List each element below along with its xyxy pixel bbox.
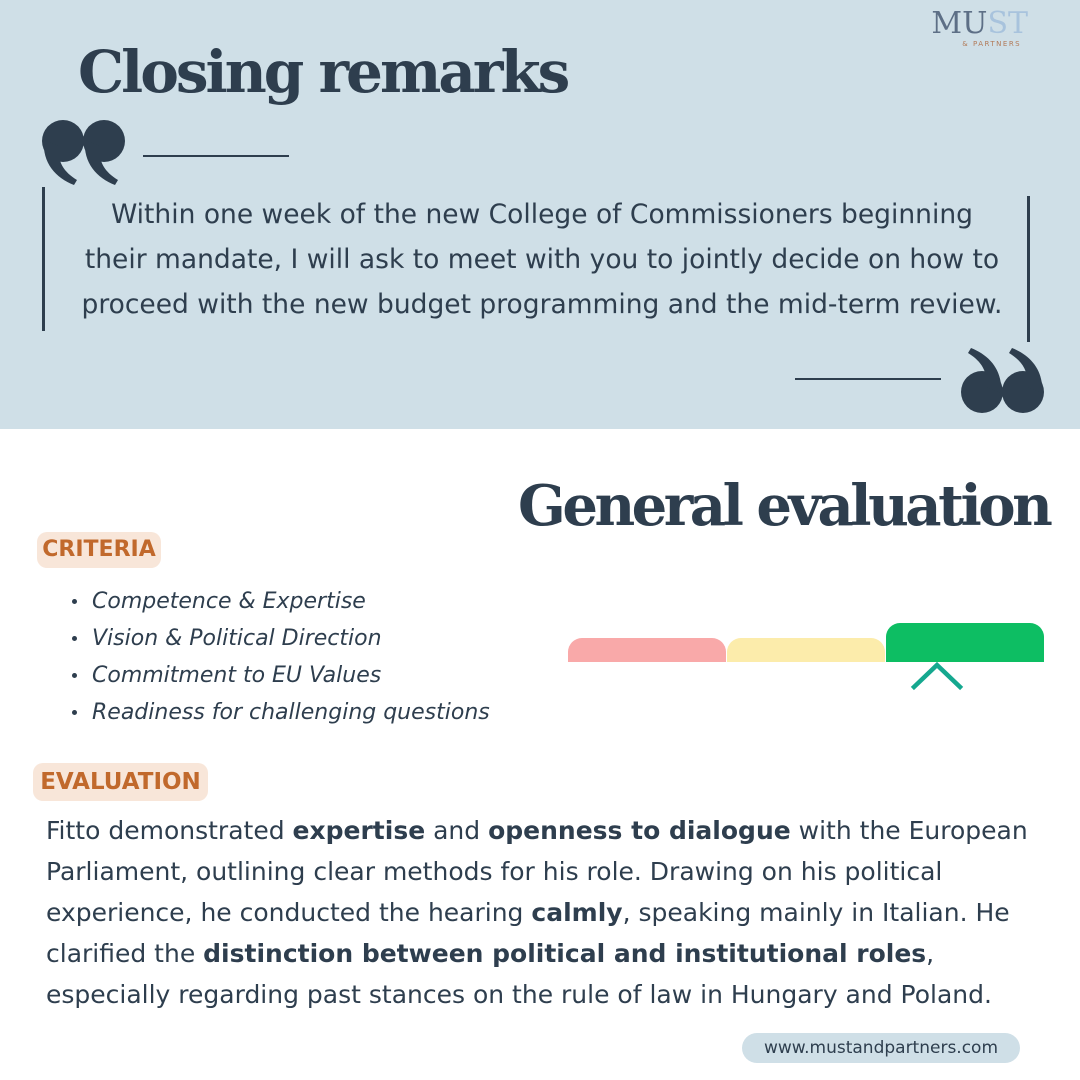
website-link[interactable]: www.mustandpartners.com — [742, 1033, 1020, 1063]
quote-bar-right — [1027, 196, 1030, 342]
evaluation-run: , speaking mainly in Italian. He clarified the — [46, 898, 1010, 968]
logo-wordmark — [931, 8, 1028, 40]
evaluation-run: with the European Parliament, outlining clear methods for his role. Drawing on his political experience, he conducted the hearing — [46, 816, 1028, 927]
criteria-label: CRITERIA — [37, 532, 161, 568]
evaluation-run: , especially regarding past stances on the rule of law in Hungary and Poland. — [46, 939, 992, 1009]
evaluation-run: Fitto demonstrated — [46, 816, 293, 845]
quote-bar-left — [42, 187, 45, 331]
open-quote-icon — [40, 118, 130, 188]
logo-subtitle: & PARTNERS — [962, 40, 1022, 48]
evaluation-emphasis: calmly — [531, 898, 623, 927]
rating-segment-green — [886, 623, 1044, 662]
evaluation-emphasis: expertise — [292, 816, 426, 845]
closing-quote-text: Within one week of the new College of Commissioners beginning their mandate, I will ask to meet with you to jointly decide on how to proceed with the new budget programming and the mid-term review. — [81, 199, 1003, 320]
evaluation-text — [46, 810, 1046, 1015]
evaluation-run: and — [425, 816, 489, 845]
rating-pointer-icon — [910, 660, 964, 692]
criteria-item: Vision & Political Direction — [68, 620, 490, 657]
quote-rule-top — [143, 155, 289, 157]
evaluation-label: EVALUATION — [33, 763, 208, 801]
criteria-item: Competence & Expertise — [68, 583, 490, 620]
general-evaluation-title: General evaluation — [518, 473, 1050, 539]
quote-rule-bottom — [795, 378, 941, 380]
evaluation-emphasis: openness to dialogue — [488, 816, 791, 845]
logo-wordmark-part-1: MU — [931, 6, 988, 41]
must-partners-logo — [931, 8, 1028, 48]
criteria-item: Commitment to EU Values — [68, 657, 490, 694]
logo-wordmark-part-2: ST — [987, 6, 1028, 41]
evaluation-emphasis: distinction between political and institutional roles — [203, 939, 927, 968]
criteria-list — [68, 583, 490, 731]
close-quote-icon — [956, 345, 1046, 415]
closing-remarks-title: Closing remarks — [78, 38, 568, 106]
rating-segment-red — [568, 638, 726, 662]
criteria-item: Readiness for challenging questions — [68, 694, 490, 731]
rating-segment-yellow — [727, 638, 885, 662]
